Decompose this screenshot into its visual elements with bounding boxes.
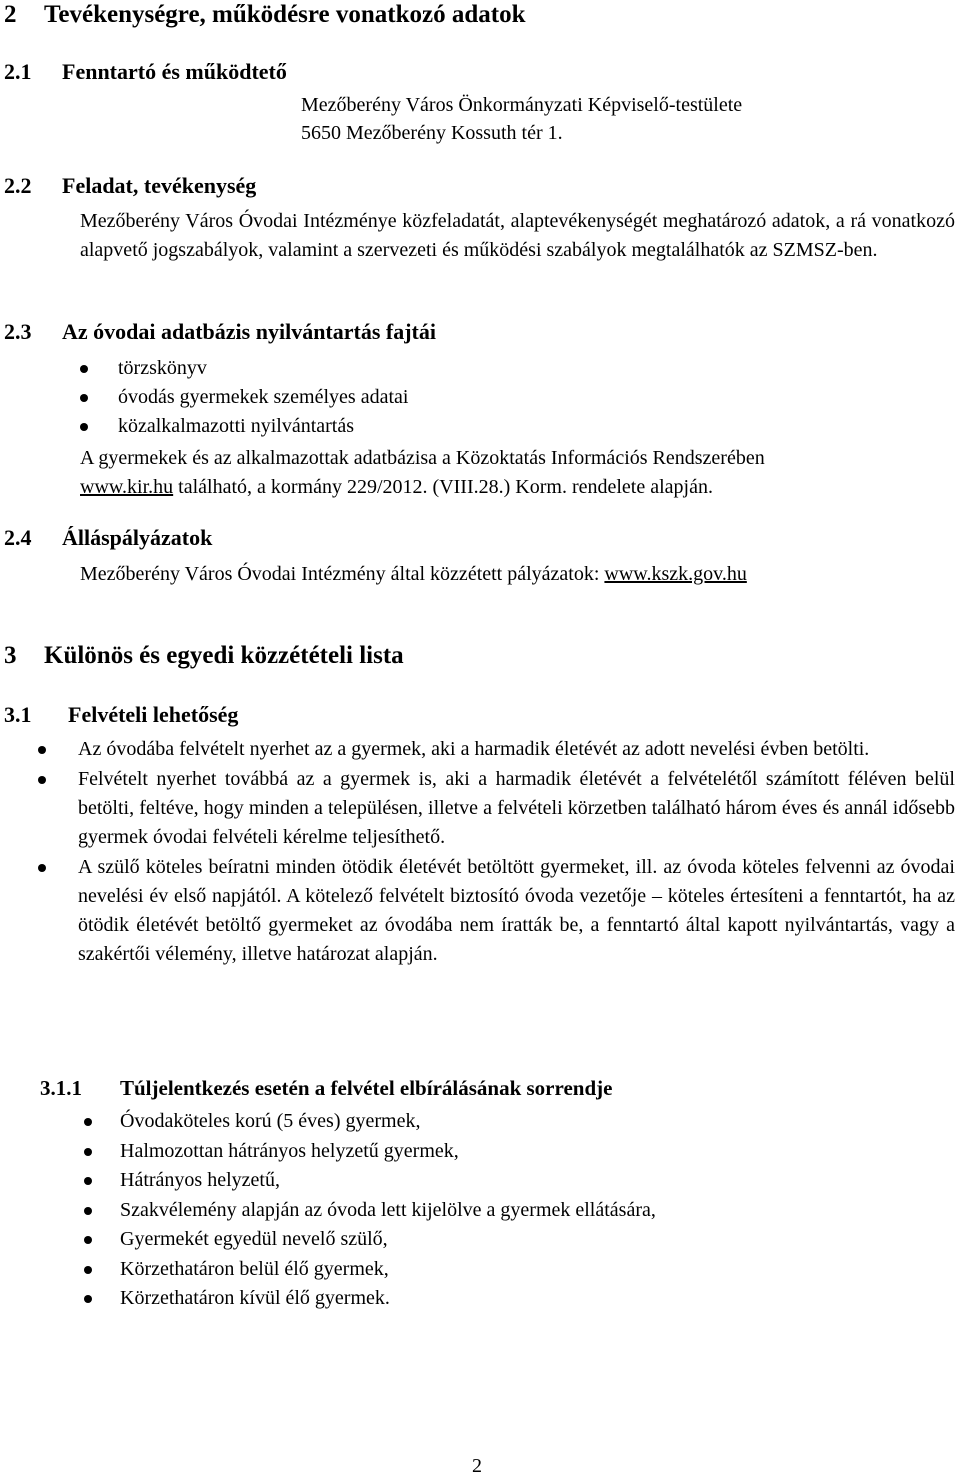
database-types-list xyxy=(80,354,780,441)
job-applications-line xyxy=(80,560,747,589)
section-3-1-title: Felvételi lehetőség xyxy=(68,702,239,727)
bullet-icon xyxy=(84,1118,92,1126)
kszk-link[interactable]: www.kszk.gov.hu xyxy=(604,563,747,585)
bullet-icon xyxy=(84,1295,92,1303)
section-2-2-paragraph: Mezőberény Város Óvodai Intézménye közfeladatát, alaptevékenységét meghatározó adatok, a rá vonatkozó alapvető jogszabályok, valamint a szervezeti és működési szabályok megtalálhatók az SZMSZ-ben. xyxy=(80,210,955,261)
bullet-icon xyxy=(84,1148,92,1156)
section-2-4-title: Álláspályázatok xyxy=(62,525,213,550)
section-3-heading xyxy=(4,641,404,671)
section-2-heading xyxy=(4,0,526,30)
bullet-icon xyxy=(84,1177,92,1185)
list-item: Óvodaköteles korú (5 éves) gyermek, xyxy=(84,1107,844,1137)
bullet-icon xyxy=(80,394,88,402)
section-2-4-heading xyxy=(4,524,212,552)
section-2-3-title: Az óvodai adatbázis nyilvántartás fajtái xyxy=(62,319,436,344)
kir-reference-text: található, a kormány 229/2012. (VIII.28.) Korm. rendelete alapján. xyxy=(173,476,713,498)
section-2-2-title: Feladat, tevékenység xyxy=(62,173,257,198)
admission-rules-list xyxy=(38,735,955,969)
section-3-1-number: 3.1 xyxy=(4,702,32,727)
section-3-number: 3 xyxy=(4,642,17,669)
section-2-title: Tevékenységre, működésre vonatkozó adatok xyxy=(44,1,526,28)
section-2-number: 2 xyxy=(4,1,17,28)
bullet-icon xyxy=(38,864,46,872)
kir-reference-line xyxy=(80,473,713,502)
bullet-icon xyxy=(80,365,88,373)
section-2-1-heading xyxy=(4,58,287,86)
list-item: Halmozottan hátrányos helyzetű gyermek, xyxy=(84,1137,844,1167)
section-3-title: Különös és egyedi közzétételi lista xyxy=(44,642,404,669)
section-2-2-heading xyxy=(4,172,256,200)
list-item: Felvételt nyerhet továbbá az a gyermek is, aki a harmadik életévét a felvételétől számított féléven belül betölti, feltéve, hogy minden a településen, illetve a felvételi körzetben található három éves és annál idősebb gyermek óvodai felvételi kérelme teljesíthető. xyxy=(38,765,955,852)
kir-link[interactable]: www.kir.hu xyxy=(80,476,174,498)
section-2-1-number: 2.1 xyxy=(4,59,32,84)
bullet-icon xyxy=(80,423,88,431)
bullet-icon xyxy=(38,776,46,784)
section-3-1-heading xyxy=(4,701,238,729)
page-number: 2 xyxy=(472,1455,482,1477)
list-item: törzskönyv xyxy=(80,354,780,383)
list-item: Hátrányos helyzetű, xyxy=(84,1166,844,1196)
list-item: Gyermekét egyedül nevelő szülő, xyxy=(84,1225,844,1255)
job-applications-text: Mezőberény Város Óvodai Intézmény által közzétett pályázatok: xyxy=(80,563,605,585)
section-2-3-heading xyxy=(4,318,436,346)
list-item: Körzethatáron kívül élő gyermek. xyxy=(84,1284,844,1314)
maintainer-name: Mezőberény Város Önkormányzati Képviselő-testülete xyxy=(301,94,743,116)
bullet-icon xyxy=(84,1266,92,1274)
section-2-4-number: 2.4 xyxy=(4,525,32,550)
list-item: Körzethatáron belül élő gyermek, xyxy=(84,1255,844,1285)
list-item: óvodás gyermekek személyes adatai xyxy=(80,383,780,412)
maintainer-address: 5650 Mezőberény Kossuth tér 1. xyxy=(301,122,563,144)
bullet-icon xyxy=(84,1207,92,1215)
section-2-2-number: 2.2 xyxy=(4,173,32,198)
list-item: közalkalmazotti nyilvántartás xyxy=(80,412,780,441)
section-3-1-1-heading xyxy=(40,1074,612,1102)
kir-database-line: A gyermekek és az alkalmazottak adatbázisa a Közoktatás Információs Rendszerében xyxy=(80,447,765,469)
admission-priority-list xyxy=(84,1107,844,1314)
section-3-1-1-number: 3.1.1 xyxy=(40,1076,82,1100)
section-2-1-title: Fenntartó és működtető xyxy=(62,59,287,84)
list-item: A szülő köteles beíratni minden ötödik életévét betöltött gyermeket, ill. az óvoda köteles felvenni az óvodai nevelési év első napjától. A kötelező felvételt biztosító óvoda vezetője – köteles értesíteni a fenntartót, ha az ötödik életévét betöltő gyermeket az óvodába nem íratták be, a fenntartó által kapott nyilvántartás, vagy a szakértői vélemény, illetve határozat alapján. xyxy=(38,853,955,969)
section-2-3-number: 2.3 xyxy=(4,319,32,344)
bullet-icon xyxy=(84,1236,92,1244)
bullet-icon xyxy=(38,746,46,754)
section-3-1-1-title: Túljelentkezés esetén a felvétel elbírálásának sorrendje xyxy=(120,1076,613,1100)
list-item: Szakvélemény alapján az óvoda lett kijelölve a gyermek ellátására, xyxy=(84,1196,844,1226)
list-item: Az óvodába felvételt nyerhet az a gyermek, aki a harmadik életévét az adott nevelési évben betölti. xyxy=(38,735,955,764)
